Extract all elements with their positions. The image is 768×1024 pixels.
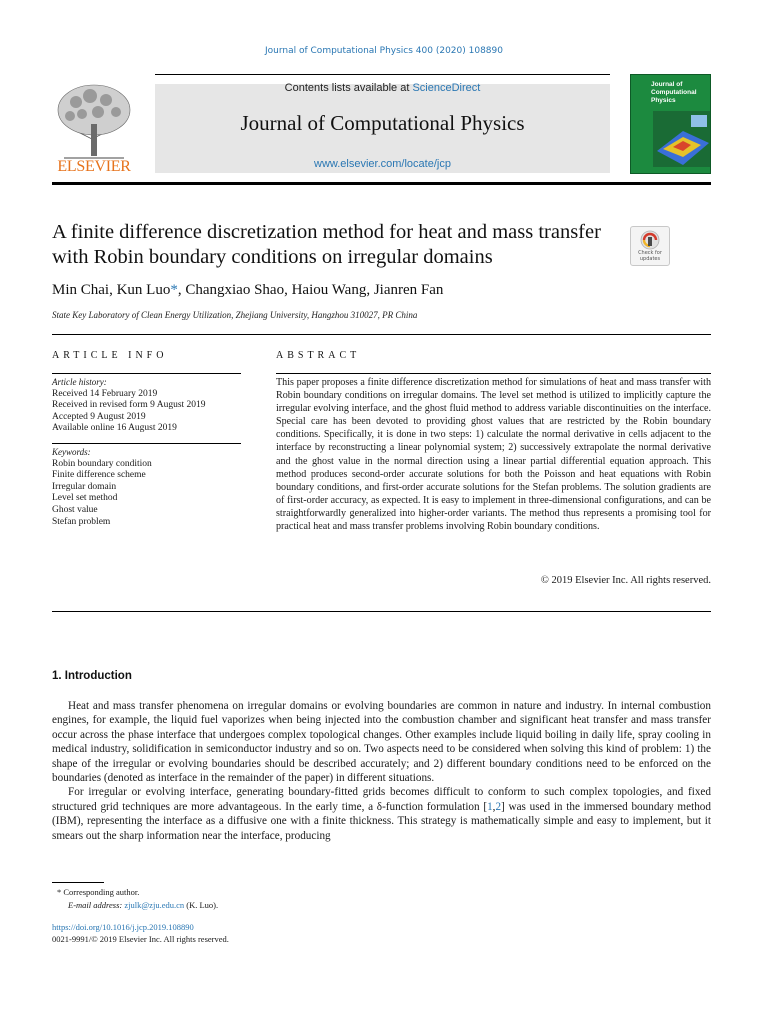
- article-info-heading: ARTICLE INFO: [52, 350, 168, 361]
- abstract-heading: ABSTRACT: [276, 350, 361, 361]
- history-item: Available online 16 August 2019: [52, 423, 177, 434]
- contents-prefix: Contents lists available at: [284, 82, 413, 94]
- cover-title: Journal of Computational Physics: [651, 81, 697, 104]
- article-history: [52, 377, 241, 435]
- keyword-item: Ghost value: [52, 504, 98, 515]
- issn-line: 0021-9991/© 2019 Elsevier Inc. All rights reserved.: [52, 934, 229, 944]
- history-item: Received 14 February 2019: [52, 388, 158, 399]
- author-list: [52, 282, 443, 299]
- header-thick-rule: [52, 182, 711, 185]
- citation-link[interactable]: 1: [487, 800, 493, 813]
- section-heading-introduction: 1. Introduction: [52, 670, 132, 682]
- journal-cover-thumbnail[interactable]: [630, 74, 711, 174]
- keywords-block: [52, 447, 241, 528]
- article-title: A finite difference discretization method for heat and mass transfer with Robin boundary conditions on irregular domains: [52, 221, 601, 268]
- journal-url-link[interactable]: www.elsevier.com/locate/jcp: [314, 158, 451, 170]
- footnote-corresponding: [52, 886, 218, 899]
- section-divider-rule: [52, 334, 711, 335]
- author-email-link[interactable]: zjulk@zju.edu.cn: [124, 900, 185, 910]
- sciencedirect-link[interactable]: ScienceDirect: [412, 82, 481, 94]
- abstract-text: This paper proposes a finite difference discretization method for simulations of heat and mass transfer with Robin boundary conditions on irregular domains. The level set method is utilized to implicitly capture the irregular evolving interface, and the ghost fluid method to address variable discontinuities on the interface. Special care has been devoted to providing ghost values that are restricted by the Robin boundary conditions. Specifically, it is done in two steps: 1) calculate the normal derivative in cells adjacent to the interface by reconstructing a linear polynomial system; 2) successively extrapolate the normal derivative and the ghost value in the normal direction using a linear partial differential equation approach. This method produces second-order accurate solutions for both the Poisson and heat equations with Robin boundary conditions, and first-order accurate solutions for the Stefan problems. The solution gradients are of first-order accuracy, as expected. It is easy to implement in three-dimensional configurations, and can be straightforwardly generalized into higher-order variants. The method thus represents a promising tool for practical heat and mass transfer problems involving Robin boundary conditions.: [276, 377, 711, 533]
- journal-citation-link[interactable]: Journal of Computational Physics 400 (2020) 108890: [265, 46, 503, 56]
- email-owner: (K. Luo).: [186, 900, 219, 910]
- history-item: Accepted 9 August 2019: [52, 411, 146, 422]
- abstract-rule: [276, 373, 711, 374]
- footnote-rule: [52, 882, 104, 883]
- email-label: E-mail address:: [68, 900, 123, 910]
- footnote-mark: *: [57, 887, 62, 897]
- intro-p2-text-b: ] was used in the immersed boundary method (IBM), representing the interface as a diffusive one with a finite thickness. This strategy is mathematically simple and easy to implement, but it smears out the sharp information near the interface, producing: [52, 800, 711, 842]
- history-label: Article history:: [52, 377, 107, 387]
- footnote-email-line: [52, 899, 218, 912]
- abstract-copyright: © 2019 Elsevier Inc. All rights reserved.: [540, 575, 711, 586]
- doi-link[interactable]: https://doi.org/10.1016/j.jcp.2019.108890: [52, 922, 194, 932]
- journal-name: Journal of Computational Physics: [240, 111, 525, 135]
- affiliation: State Key Laboratory of Clean Energy Utilization, Zhejiang University, Hangzhou 310027, PR China: [52, 310, 418, 320]
- citation-link[interactable]: 2: [495, 800, 502, 813]
- header-top-rule: [155, 74, 610, 75]
- intro-paragraph-1: Heat and mass transfer phenomena on irregular domains or evolving boundaries are common in nature and industry. In internal combustion engines, for example, the liquid fuel vaporizes when being injected into the combustion chamber and significant heat transfer and mass transfer occur across the phase interface that undergoes complex topological changes. Other examples include liquid boiling in daily life, spray cooling in medical industry, solidification in semiconductor industry and so on. Two aspects need to be considered when solving this kind of problem: 1) the shape of the irregular or evolving boundaries should be described accurately; and 2) different boundary conditions need to be enforced on the boundaries (denoted as interface in the remainder of the paper) in different situations.: [52, 700, 711, 785]
- citation-separator: ,: [492, 800, 496, 813]
- contents-available-line: [155, 82, 610, 94]
- keyword-item: Irregular domain: [52, 481, 117, 492]
- introduction-body: [52, 699, 711, 843]
- article-info-rule: [52, 373, 241, 374]
- corresponding-author-marker[interactable]: *: [170, 282, 178, 298]
- keyword-item: Stefan problem: [52, 516, 111, 527]
- footnote: [52, 886, 218, 912]
- authors-rest: , Changxiao Shao, Haiou Wang, Jianren Fan: [177, 282, 444, 298]
- authors-first: Min Chai, Kun Luo: [52, 282, 171, 298]
- keywords-label: Keywords:: [52, 447, 91, 457]
- check-for-updates-button[interactable]: [630, 226, 670, 266]
- keyword-item: Robin boundary condition: [52, 458, 152, 469]
- intro-p2-text-a: For irregular or evolving interface, generating boundary-fitted grids becomes difficult to conform to such complex topologies, and fixed structured grid techniques are more advantageous. In the early time, a δ-function formulation [: [52, 786, 711, 813]
- intro-paragraph-2: [52, 785, 711, 843]
- history-item: Received in revised form 9 August 2019: [52, 400, 206, 411]
- footnote-corresponding-text: Corresponding author.: [63, 887, 140, 897]
- check-for-updates-label: Check for updates: [638, 250, 662, 262]
- abstract-bottom-rule: [52, 611, 711, 612]
- cover-artwork: [653, 111, 711, 167]
- keywords-rule: [52, 443, 241, 444]
- keyword-item: Finite difference scheme: [52, 470, 146, 481]
- elsevier-wordmark: ELSEVIER: [57, 158, 131, 175]
- keyword-item: Level set method: [52, 493, 118, 504]
